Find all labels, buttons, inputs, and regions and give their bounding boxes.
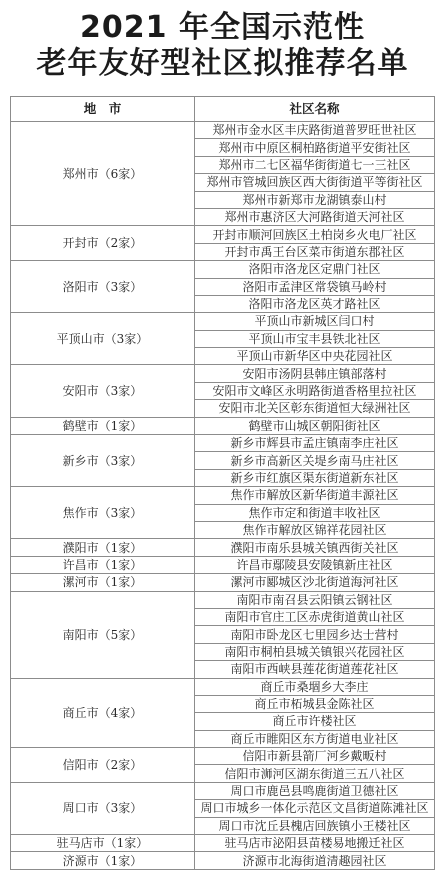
community-cell: 郑州市惠济区大河路街道天河社区 [195,209,435,226]
community-cell: 驻马店市泌阳县苗楼易地搬迁社区 [195,835,435,852]
community-cell: 商丘市柘城县金陈社区 [195,696,435,713]
community-cell: 开封市顺河回族区土柏岗乡火电厂社区 [195,226,435,243]
community-cell: 济源市北海街道清趣园社区 [195,852,435,869]
page-title-line-2: 老年友好型社区拟推荐名单 [36,46,409,81]
city-cell: 郑州市（6家） [11,122,195,226]
city-cell: 鹤壁市（1家） [11,418,195,435]
community-cell: 周口市城乡一体化示范区文昌街道陈滩社区 [195,800,435,817]
community-cell: 安阳市汤阴县韩庄镇部落村 [195,365,435,382]
city-cell: 驻马店市（1家） [11,835,195,852]
city-cell: 平顶山市（3家） [11,313,195,365]
community-cell: 商丘市许楼社区 [195,713,435,730]
community-cell: 安阳市北关区彰东街道恒大绿洲社区 [195,400,435,417]
community-cell: 洛阳市孟津区常袋镇马岭村 [195,279,435,296]
community-cell: 郑州市金水区丰庆路街道普罗旺世社区 [195,122,435,139]
community-cell: 许昌市鄢陵县安陵镇新庄社区 [195,557,435,574]
community-cell: 平顶山市新华区中央花园社区 [195,348,435,365]
city-cell: 济源市（1家） [11,852,195,869]
community-cell: 郑州市管城回族区西大街街道平等街社区 [195,174,435,191]
community-cell: 商丘市桑堌乡大李庄 [195,679,435,696]
community-cell: 信阳市浉河区湖东街道三五八社区 [195,765,435,782]
community-cell: 南阳市卧龙区七里园乡达士营村 [195,626,435,643]
community-cell: 郑州市新郑市龙湖镇泰山村 [195,192,435,209]
header-city: 地 市 [11,97,195,122]
community-cell: 新乡市辉县市孟庄镇南李庄社区 [195,435,435,452]
community-cell: 南阳市南召县云阳镇云钢社区 [195,592,435,609]
community-cell: 开封市禹王台区菜市街道东郡社区 [195,244,435,261]
community-cell: 平顶山市新城区闫口村 [195,313,435,330]
header-community: 社区名称 [195,97,435,122]
city-cell: 周口市（3家） [11,783,195,835]
community-cell: 周口市沈丘县槐店回族镇小王楼社区 [195,818,435,835]
city-cell: 安阳市（3家） [11,365,195,417]
community-cell: 信阳市新县箭厂河乡戴畈村 [195,748,435,765]
community-cell: 南阳市官庄工区赤虎街道黄山社区 [195,609,435,626]
community-cell: 南阳市桐柏县城关镇银兴花园社区 [195,644,435,661]
city-cell: 洛阳市（3家） [11,261,195,313]
community-cell: 新乡市高新区关堤乡南马庄社区 [195,452,435,469]
community-cell: 新乡市红旗区渠东街道新东社区 [195,470,435,487]
city-cell: 信阳市（2家） [11,748,195,783]
community-cell: 平顶山市宝丰县铁北社区 [195,331,435,348]
community-cell: 郑州市中原区桐柏路街道平安街社区 [195,139,435,156]
community-cell: 郑州市二七区福华街街道七一三社区 [195,157,435,174]
city-cell: 开封市（2家） [11,226,195,261]
city-cell: 濮阳市（1家） [11,539,195,556]
community-cell: 焦作市解放区新华街道丰源社区 [195,487,435,504]
city-cell: 漯河市（1家） [11,574,195,591]
page-title [0,10,445,82]
community-cell: 洛阳市洛龙区定鼎门社区 [195,261,435,278]
city-cell: 新乡市（3家） [11,435,195,487]
city-cell: 南阳市（5家） [11,592,195,679]
city-cell: 商丘市（4家） [11,679,195,749]
community-cell: 鹤壁市山城区朝阳街社区 [195,418,435,435]
page-title-line-1: 2021 年全国示范性 [80,10,365,45]
community-cell: 商丘市睢阳区东方街道电业社区 [195,731,435,748]
community-cell: 漯河市郾城区沙北街道海河社区 [195,574,435,591]
community-cell: 周口市鹿邑县鸣鹿街道卫德社区 [195,783,435,800]
city-cell: 焦作市（3家） [11,487,195,539]
community-cell: 洛阳市洛龙区英才路社区 [195,296,435,313]
community-cell: 南阳市西峡县莲花街道莲花社区 [195,661,435,678]
community-cell: 焦作市解放区锦祥花园社区 [195,522,435,539]
city-cell: 许昌市（1家） [11,557,195,574]
community-cell: 焦作市定和街道丰收社区 [195,505,435,522]
community-cell: 濮阳市南乐县城关镇西街关社区 [195,539,435,556]
nominee-table [10,96,435,870]
community-cell: 安阳市文峰区永明路街道香格里拉社区 [195,383,435,400]
